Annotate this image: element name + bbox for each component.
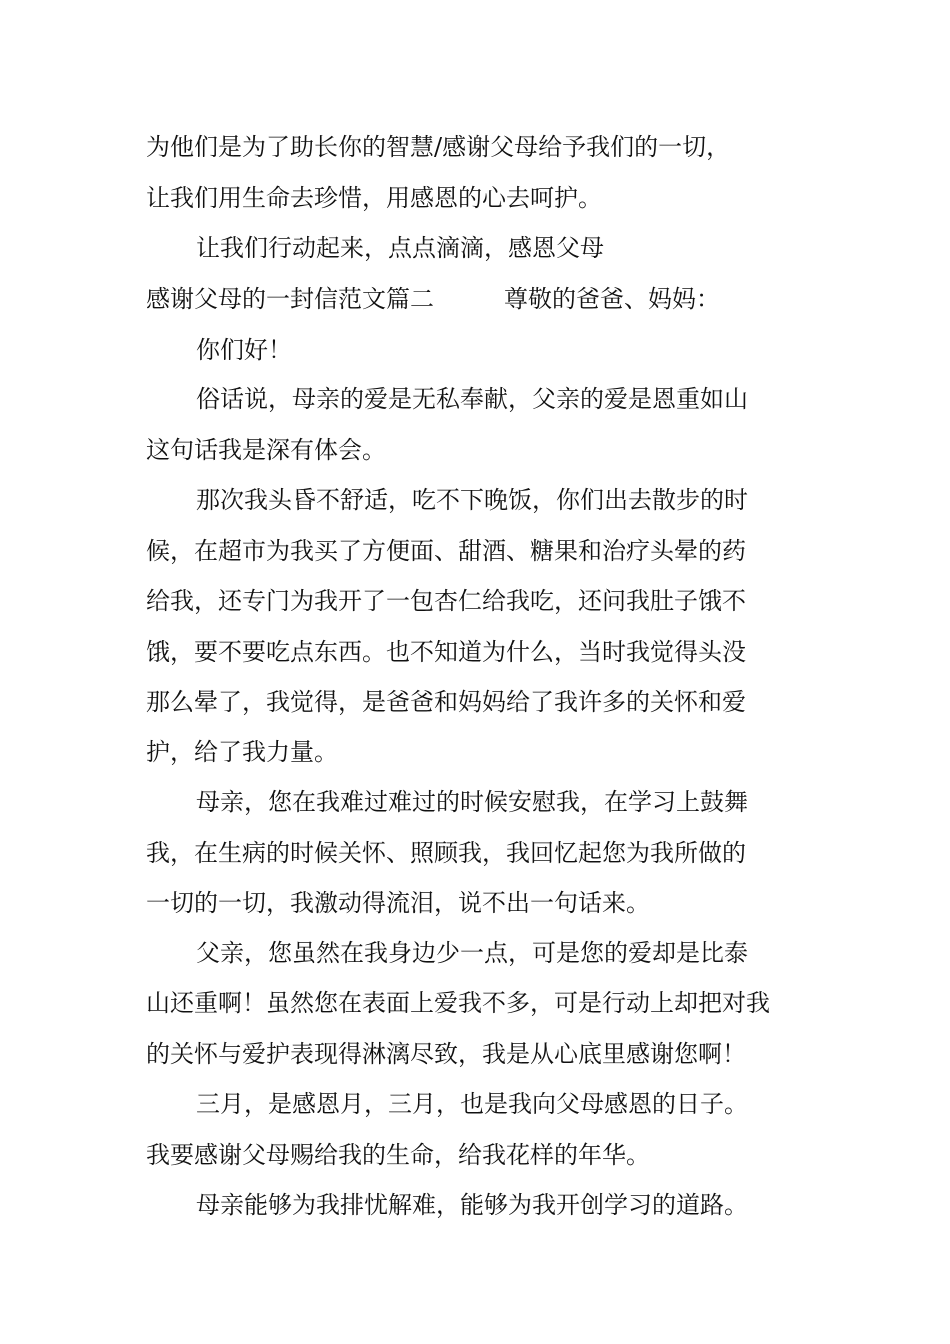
text-line: 让我们行动起来，点点滴滴，感恩父母 bbox=[196, 234, 604, 262]
text-line: 俗话说，母亲的爱是无私奉献，父亲的爱是恩重如山 bbox=[196, 385, 748, 413]
text-line: 母亲，您在我难过难过的时候安慰我，在学习上鼓舞 bbox=[196, 788, 748, 816]
text-line: 那么晕了，我觉得，是爸爸和妈妈给了我许多的关怀和爱 bbox=[146, 688, 746, 716]
text-line: 我要感谢父母赐给我的生命，给我花样的年华。 bbox=[146, 1141, 650, 1169]
text-line: 护，给了我力量。 bbox=[146, 738, 338, 766]
letter-greeting: 尊敬的爸爸、妈妈： bbox=[504, 285, 720, 313]
text-line: 三月，是感恩月，三月，也是我向父母感恩的日子。 bbox=[196, 1090, 748, 1118]
text-line: 父亲，您虽然在我身边少一点，可是您的爱却是比泰 bbox=[196, 939, 748, 967]
letter-title: 感谢父母的一封信范文篇二 bbox=[146, 285, 434, 313]
text-line: 这句话我是深有体会。 bbox=[146, 436, 386, 464]
text-line: 我，在生病的时候关怀、照顾我，我回忆起您为我所做的 bbox=[146, 839, 746, 867]
text-line: 饿，要不要吃点东西。也不知道为什么，当时我觉得头没 bbox=[146, 638, 746, 666]
text-line: 母亲能够为我排忧解难，能够为我开创学习的道路。 bbox=[196, 1191, 748, 1219]
text-line: 山还重啊！虽然您在表面上爱我不多，可是行动上却把对我 bbox=[146, 989, 770, 1017]
text-line: 的关怀与爱护表现得淋漓尽致，我是从心底里感谢您啊！ bbox=[146, 1040, 746, 1068]
text-line: 那次我头昏不舒适，吃不下晚饭，你们出去散步的时 bbox=[196, 486, 748, 514]
text-line: 让我们用生命去珍惜，用感恩的心去呵护。 bbox=[146, 184, 602, 212]
text-line: 候，在超市为我买了方便面、甜酒、糖果和治疗头晕的药 bbox=[146, 537, 746, 565]
text-line: 为他们是为了助长你的智慧/感谢父母给予我们的一切， bbox=[146, 133, 731, 161]
text-line: 给我，还专门为我开了一包杏仁给我吃，还问我肚子饿不 bbox=[146, 587, 746, 615]
text-line: 一切的一切，我激动得流泪，说不出一句话来。 bbox=[146, 889, 650, 917]
text-line: 你们好！ bbox=[196, 336, 292, 364]
